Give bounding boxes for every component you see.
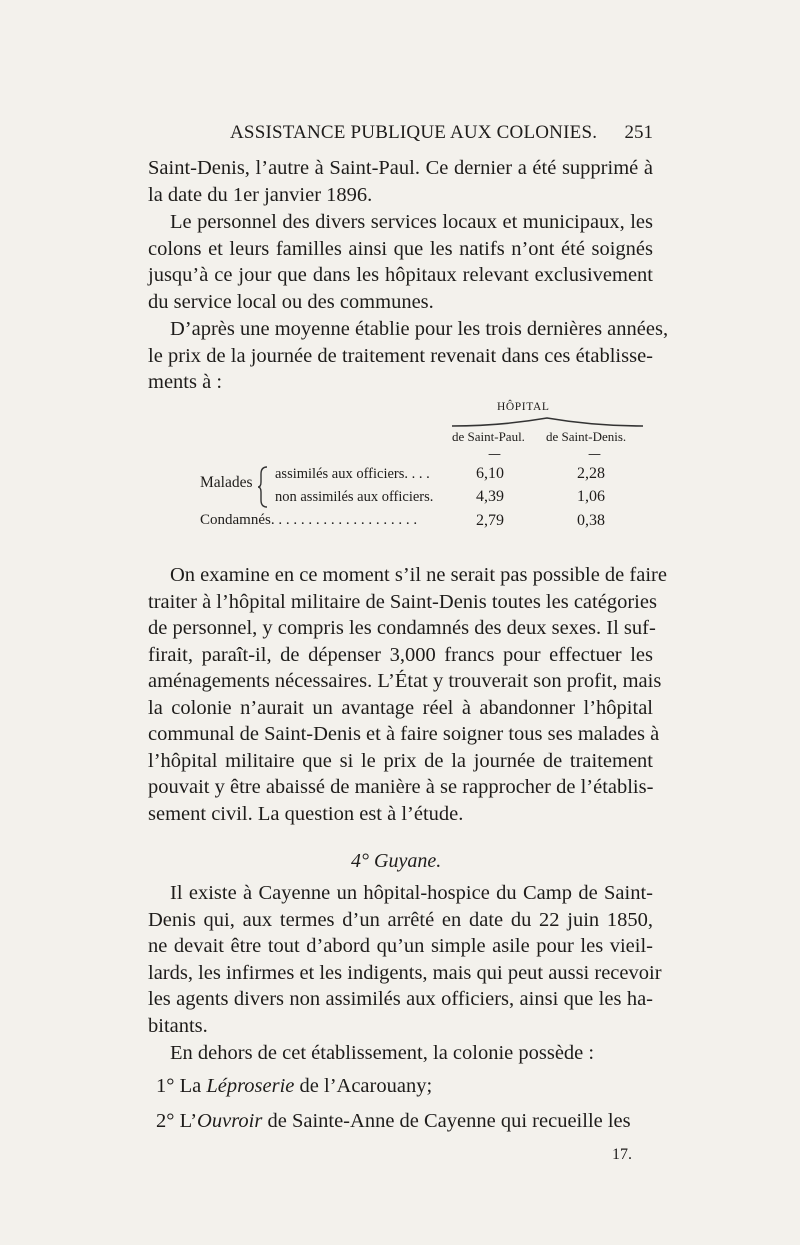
text-line: du service local ou des communes.	[148, 290, 434, 313]
text-line: aménagements nécessaires. L’État y trouverait son profit, mais	[148, 670, 662, 692]
text-line: bitants.	[148, 1014, 208, 1037]
paragraph-4	[148, 562, 667, 827]
paragraph-1	[148, 155, 653, 208]
table-row-label: Condamnés. . . . . . . . . . . . . . . . . . . .	[200, 512, 418, 528]
table-row-label: non assimilés aux officiers.	[275, 489, 434, 505]
list-text: L’	[179, 1110, 198, 1132]
text-line: communal de Saint-Denis et à faire soigner tous ses malades à	[148, 723, 660, 745]
table-col-header-saint-denis: de Saint-Denis.	[546, 429, 627, 444]
section-heading: 4° Guyane.	[351, 850, 442, 872]
text-line: sement civil. La question est à l’étude.	[148, 802, 464, 825]
text-line: la date du 1er janvier 1896.	[148, 183, 373, 206]
text-line: pouvait y être abaissé de manière à se rapprocher de l’établis-	[148, 776, 654, 798]
brace-vertical	[257, 466, 269, 508]
text-line: de personnel, y compris les condamnés des deux sexes. Il suf-	[148, 617, 656, 639]
table-col-header-saint-paul: de Saint-Paul.	[452, 429, 525, 444]
paragraph-3	[148, 316, 669, 396]
list-text-italic: Ouvroir	[197, 1110, 263, 1132]
running-title: ASSISTANCE PUBLIQUE AUX COLONIES.	[230, 122, 598, 143]
text-line: les agents divers non assimilés aux officiers, ainsi que les ha-	[148, 988, 653, 1010]
paragraph-6	[148, 1040, 653, 1067]
text-line: On examine en ce moment s’il ne serait pas possible de faire	[170, 564, 667, 586]
page-number: 251	[624, 122, 653, 143]
text-line: Saint-Denis, l’autre à Saint-Paul. Ce dernier a été supprimé à	[148, 157, 653, 179]
list-item	[148, 1073, 653, 1100]
table-cell: 2,28	[577, 465, 605, 482]
text-line: D’après une moyenne établie pour les trois dernières années,	[170, 318, 669, 340]
table-cell: 4,39	[476, 488, 504, 505]
list-text: de Sainte-Anne de Cayenne qui recueille les	[267, 1110, 631, 1132]
text-line: l’hôpital militaire que si le prix de la journée de traitement	[148, 749, 653, 772]
text-line: En dehors de cet établissement, la colonie possède :	[170, 1042, 595, 1064]
table-row-label: assimilés aux officiers. . . .	[275, 466, 430, 482]
signature-mark: 17.	[612, 1146, 632, 1163]
table-cell: 0,38	[577, 512, 605, 529]
text-line: lards, les infirmes et les indigents, mais qui peut aussi recevoir	[148, 961, 662, 984]
text-line: traiter à l’hôpital militaire de Saint-Denis toutes les catégories	[148, 590, 657, 613]
text-line: colons et leurs familles ainsi que les natifs n’ont été soignés	[148, 237, 653, 260]
list-text: La	[179, 1075, 202, 1097]
list-text: de l’Acarouany;	[299, 1075, 433, 1097]
text-line: Le personnel des divers services locaux et municipaux, les	[170, 211, 653, 233]
table-cell: 2,79	[476, 512, 504, 529]
text-line: jusqu’à ce jour que dans les hôpitaux relevant exclusivement	[148, 264, 653, 286]
list-item	[148, 1108, 653, 1135]
table-cell: 1,06	[577, 488, 605, 505]
list-number: 1°	[156, 1075, 175, 1097]
text-line: le prix de la journée de traitement revenait dans ces établisse-	[148, 344, 653, 367]
text-line: ne devait être tout d’abord qu’un simple asile pour les vieil-	[148, 935, 653, 957]
text-line: Denis qui, aux termes d’un arrêté en date du 22 juin 1850,	[148, 908, 653, 931]
table-group-header: HÔPITAL	[497, 401, 550, 413]
table-dash: —	[488, 447, 501, 462]
text-line: Il existe à Cayenne un hôpital-hospice du Camp de Saint-	[170, 882, 653, 904]
brace-horizontal	[450, 416, 645, 430]
paragraph-5	[148, 880, 662, 1039]
table-cell: 6,10	[476, 465, 504, 482]
list-text-italic: Léproserie	[206, 1075, 295, 1097]
text-line: ments à :	[148, 371, 223, 393]
table-dash: —	[588, 447, 601, 462]
paragraph-2	[148, 209, 653, 315]
text-line: la colonie n’aurait un avantage réel à abandonner l’hôpital	[148, 696, 653, 719]
table-group-label: Malades	[200, 474, 253, 491]
list-number: 2°	[156, 1110, 175, 1132]
running-header	[148, 120, 653, 150]
text-line: firait, paraît-il, de dépenser 3,000 francs pour effectuer les	[148, 643, 653, 666]
